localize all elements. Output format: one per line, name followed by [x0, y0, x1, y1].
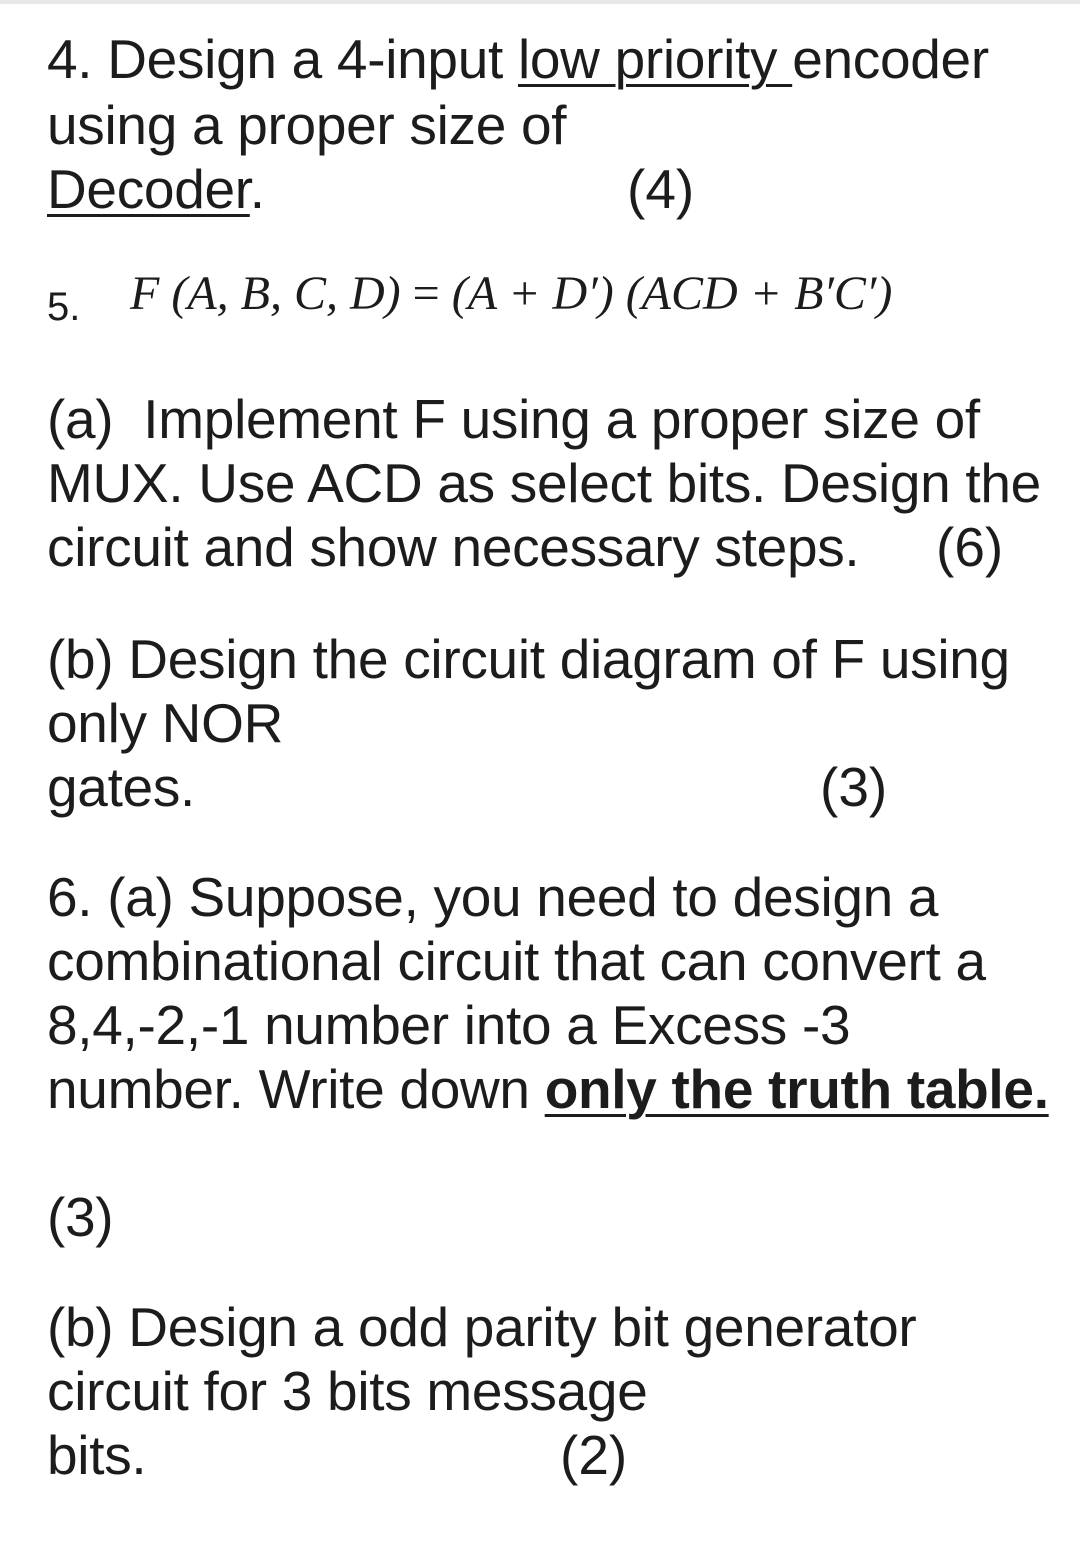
- q5a-line-1: (a) Implement F using a proper size of: [47, 388, 980, 450]
- formula-arguments: (A, B, C, D): [171, 267, 401, 320]
- q5-formula: [130, 264, 892, 324]
- q6a-bold-underlined-text: only the truth table.: [544, 1058, 1049, 1120]
- q6a-line-4: [47, 1056, 1049, 1122]
- q6b-marks: (2): [560, 1424, 628, 1486]
- q5b-line-3: gates.: [47, 756, 196, 818]
- formula-term-1: (A + D′): [451, 267, 614, 320]
- formula-function-name: F: [130, 267, 160, 320]
- q4-marks: (4): [627, 158, 695, 220]
- q4-line-2: using a proper size of: [47, 94, 567, 156]
- q4-period: .: [249, 158, 265, 220]
- q4-text: 4. Design a 4-input: [47, 28, 518, 90]
- q5a-marks: (6): [936, 516, 1004, 578]
- q5b-marks: (3): [820, 756, 888, 818]
- top-divider: [0, 0, 1080, 4]
- q4-line-1: [47, 26, 989, 92]
- q4-decoder-underlined: Decoder: [47, 158, 250, 220]
- q6b-line-1: (b) Design a odd parity bit generator: [47, 1296, 917, 1358]
- q5-number: 5.: [47, 285, 81, 329]
- q6a-line-1: 6. (a) Suppose, you need to design a: [47, 866, 939, 928]
- formula-term-2: (ACD + B′C′): [625, 267, 893, 320]
- formula-equals: =: [400, 267, 452, 320]
- q5b-line-2: only NOR: [47, 692, 283, 754]
- q5a-line-3: circuit and show necessary steps.: [47, 516, 860, 578]
- q6a-line-2: combinational circuit that can convert a: [47, 930, 986, 992]
- q4-text-end: encoder: [792, 28, 989, 90]
- q4-line-3: [47, 156, 265, 222]
- q6a-line-3: 8,4,-2,-1 number into a Excess -3: [47, 994, 851, 1056]
- q6b-line-3: bits.: [47, 1424, 147, 1486]
- q6b-line-2: circuit for 3 bits message: [47, 1360, 648, 1422]
- q5a-line-2: MUX. Use ACD as select bits. Design the: [47, 452, 1041, 514]
- q6a-text: number. Write down: [47, 1058, 545, 1120]
- q6a-marks: (3): [47, 1186, 114, 1248]
- q5b-line-1: (b) Design the circuit diagram of F using: [47, 628, 1010, 690]
- q4-underlined-text: low priority: [517, 28, 793, 90]
